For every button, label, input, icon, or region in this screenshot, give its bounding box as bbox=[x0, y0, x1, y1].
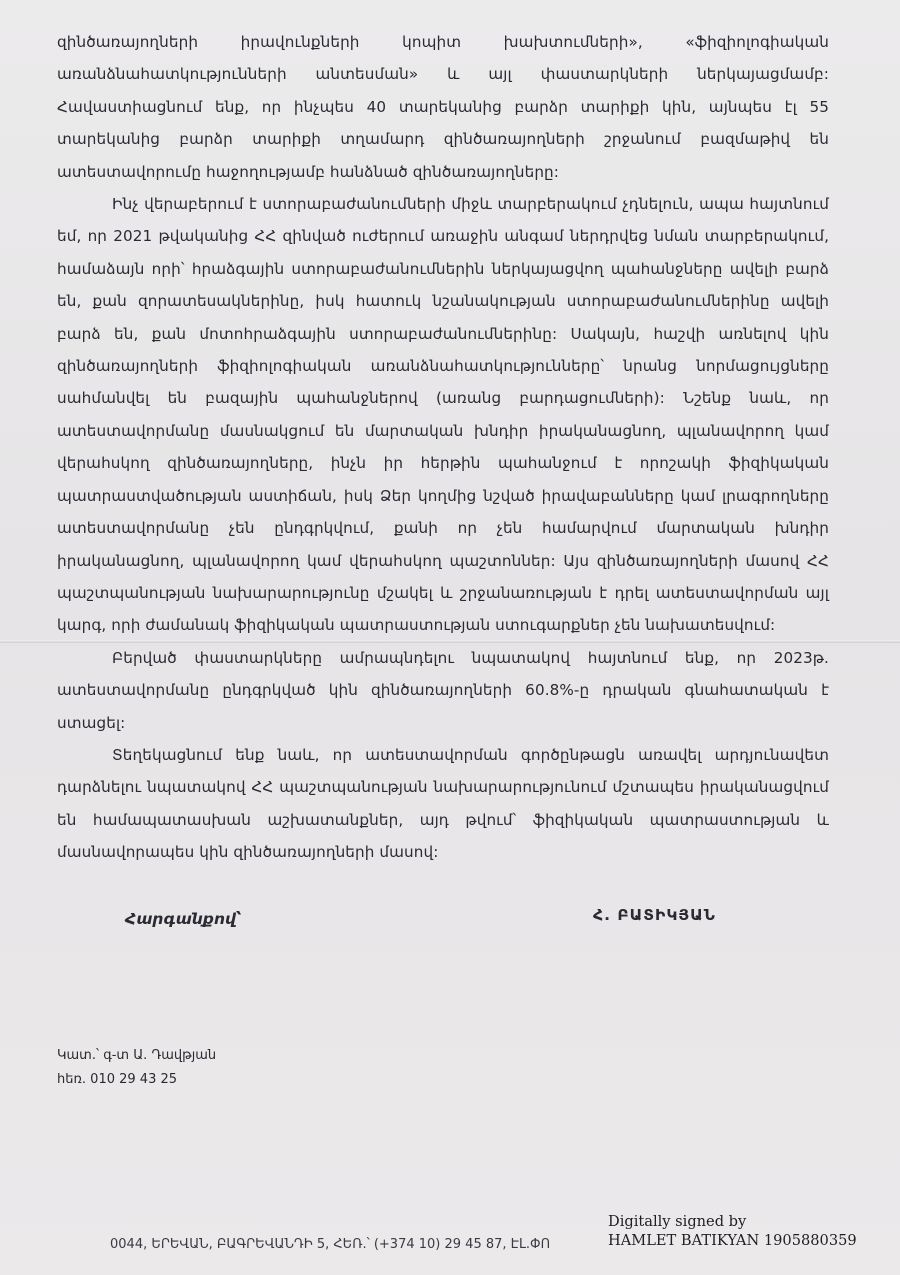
contact-block bbox=[57, 1044, 216, 1092]
letter-body bbox=[57, 26, 829, 869]
paragraph-4: Տեղեկացնում ենք նաև, որ ատեստավորման գործընթացն առավել արդյունավետ դարձնելու նպատակով ՀՀ պաշտպանության նախարարությունում մշտապես իրականացվում են համապատասխան աշխատանքներ, այդ թվում՝ ֆիզիկական պատրաստության և մասնավորապես կին զինծառայողների մասով: bbox=[57, 745, 829, 862]
paragraph-2: Ինչ վերաբերում է ստորաբաժանումների միջև տարբերակում չդնելուն, ապա հայտնում եմ, որ 2021 թվականից ՀՀ զինված ուժերում առաջին անգամ ներդրվեց նման տարբերակում, համաձայն որի՝ հրաձգային ստորաբաժանումներին ներկայացվող պահանջները ավելի բարձ են, քան զորատեսակներինը, իսկ հատուկ նշանակության ստորաբաժանումներինը ավելի բարձ են, քան մոտոհրաձգային ստորաբաժանումներինը: Սակայն, հաշվի առնելով կին զինծառայողների ֆիզիոլոգիական առանձնահատկությունները՝ նրանց նորմացույցները սահմանվել են բազային պահանջներով (առանց բարդացումների): Նշենք նաև, որ ատեստավորմանը մասնակցում են մարտական խնդիր իրականացնող, պլանավորող կամ վերահսկող զինծառայողները, ինչն իր հերթին պահանջում է որոշակի ֆիզիկական պատրաստվածության աստիճան, իսկ Ձեր կողմից նշված իրավաբանները կամ լրագրողները ատեստավորմանը չեն ընդգրկվում, քանի որ չեն համարվում մարտական խնդիր իրականացնող, պլանավորող կամ վերահսկող պաշտոններ: Այս զինծառայողների մասով ՀՀ պաշտպանության նախարարությունը մշակել և շրջանառության է դրել ատեստավորման այլ կարգ, որի ժամանակ ֆիզիկական պատրաստության ստուգարքներ չեն նախատեսվում: bbox=[57, 195, 829, 635]
address-footer: 0044, ԵՐԵՎԱՆ, ԲԱԳՐԵՎԱՆԴԻ 5, ՀԵՌ.՝ (+374 10) 29 45 87, ԷԼ.ՓՈ bbox=[110, 1237, 551, 1252]
executor-line: Կատ.՝ գ-տ Ա. Դավթյան bbox=[57, 1048, 217, 1063]
paragraph-1: զինծառայողների իրավունքների կոպիտ խախտումների», «ֆիզիոլոգիական առանձնահատկությունների անտեսման» և այլ փաստարկների ներկայացմամբ: Հավաստիացնում ենք, որ ինչպես 40 տարեկանից բարձր տարիքի կին, այնպես էլ 55 տարեկանից բարձր տարիքի տղամարդ զինծառայողների շրջանում բազմաթիվ են ատեստավորումը հաջողությամբ հանձնած զինծառայողները: bbox=[57, 33, 829, 181]
digital-signature-stamp bbox=[608, 1212, 857, 1250]
closing-salutation: Հարգանքով՝ bbox=[125, 910, 242, 928]
signature-line-1: Digitally signed by bbox=[608, 1213, 747, 1230]
phone-line: հեռ. 010 29 43 25 bbox=[57, 1072, 178, 1087]
signer-name: Հ. ԲԱՏԻԿՅԱՆ bbox=[593, 906, 716, 924]
signature-line-2: HAMLET BATIKYAN 1905880359 bbox=[608, 1232, 857, 1249]
paragraph-3: Բերված փաստարկները ամրապնդելու նպատակով հայտնում ենք, որ 2023թ. ատեստավորմանը ընդգրկված կին զինծառայողների 60.8%-ը դրական գնահատական է ստացել: bbox=[57, 648, 829, 732]
